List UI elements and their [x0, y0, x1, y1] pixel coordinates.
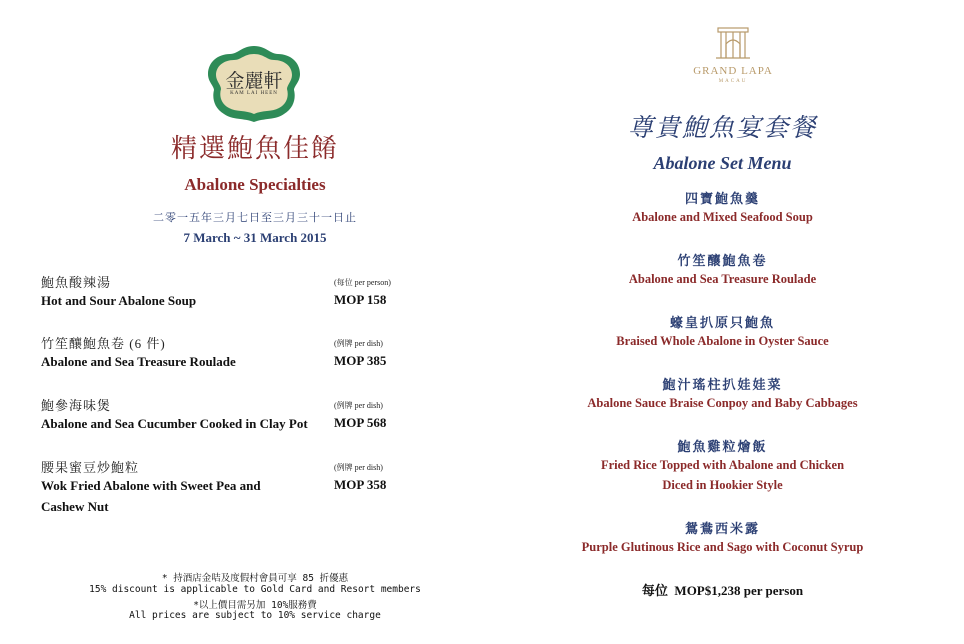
- course-6-en: Purple Glutinous Rice and Sago with Coconut Syrup: [581, 540, 864, 554]
- item-4-name-en: Wok Fried Abalone with Sweet Pea and Cashew Nut: [41, 478, 261, 514]
- right-title-en: Abalone Set Menu: [653, 153, 792, 173]
- item-2-unit: (例牌 per dish): [334, 339, 383, 348]
- course-2-en: Abalone and Sea Treasure Roulade: [628, 272, 817, 286]
- item-2-name-en: Abalone and Sea Treasure Roulade: [41, 354, 236, 369]
- grand-lapa-sub: MACAU: [718, 79, 748, 84]
- kam-lai-heen-logo: [204, 42, 304, 124]
- item-4-unit: (例牌 per dish): [334, 463, 383, 472]
- item-3-unit: (例牌 per dish): [334, 401, 383, 410]
- item-2-name-cn: 竹笙釀鮑魚卷 (6 件): [41, 336, 166, 351]
- footnote-service-cn: *以上價目需另加 10%服務費: [193, 600, 317, 611]
- left-title-en: Abalone Specialties: [184, 175, 326, 194]
- grand-lapa-logo: [688, 24, 778, 90]
- left-date-cn: 二零一五年三月七日至三月三十一日止: [153, 212, 357, 224]
- grand-lapa-emblem-icon: [688, 24, 778, 64]
- course-3-cn: 蠔皇扒原只鮑魚: [669, 315, 775, 330]
- footnote-discount-en: 15% discount is applicable to Gold Card and Resort members: [89, 584, 421, 595]
- course-4-cn: 鮑汁瑤柱扒娃娃菜: [662, 377, 783, 392]
- footnote-discount-cn: * 持酒店金咭及度假村會員可享 85 折優惠: [161, 573, 349, 584]
- price-label-cn: 每位: [641, 583, 668, 598]
- set-menu-price-line: [560, 580, 885, 599]
- logo-text-cn: 金麗軒: [225, 71, 283, 92]
- item-1-name-en: Hot and Sour Abalone Soup: [41, 293, 197, 308]
- item-2-price: MOP 385: [334, 353, 387, 368]
- course-2-cn: 竹笙釀鮑魚卷: [677, 253, 768, 268]
- item-1-price: MOP 158: [334, 292, 387, 307]
- item-4-name-cn: 腰果蜜豆炒鮑粒: [41, 460, 140, 475]
- logo-text-en: KAM LAI HEEN: [230, 91, 278, 96]
- course-1-cn: 四寶鮑魚羹: [684, 191, 760, 206]
- item-1-name-cn: 鮑魚酸辣湯: [41, 275, 112, 290]
- course-3-en: Braised Whole Abalone in Oyster Sauce: [616, 334, 829, 348]
- course-6-cn: 鴛鴦西米露: [684, 521, 760, 536]
- set-menu-price: MOP$1,238 per person: [674, 583, 804, 598]
- course-5-en: Fried Rice Topped with Abalone and Chicken Diced in Hookier Style: [600, 458, 845, 492]
- course-4-en: Abalone Sauce Braise Conpoy and Baby Cabbages: [587, 396, 858, 410]
- item-3-name-en: Abalone and Sea Cucumber Cooked in Clay Pot: [41, 416, 308, 431]
- item-3-price: MOP 568: [334, 415, 387, 430]
- item-3-name-cn: 鮑參海味煲: [41, 398, 112, 413]
- course-5-cn: 鮑魚雞粒燴飯: [677, 439, 768, 454]
- item-1-unit: (每位 per person): [334, 278, 391, 287]
- right-title-cn: 尊貴鮑魚宴套餐: [627, 115, 817, 142]
- course-1-en: Abalone and Mixed Seafood Soup: [632, 210, 813, 224]
- footnote-service-en: All prices are subject to 10% service charge: [129, 610, 381, 621]
- grand-lapa-name: GRAND LAPA: [693, 65, 773, 77]
- item-4-price: MOP 358: [334, 477, 387, 492]
- left-title-cn: 精選鮑魚佳餚: [170, 134, 339, 163]
- left-date-en: 7 March ~ 31 March 2015: [183, 230, 327, 245]
